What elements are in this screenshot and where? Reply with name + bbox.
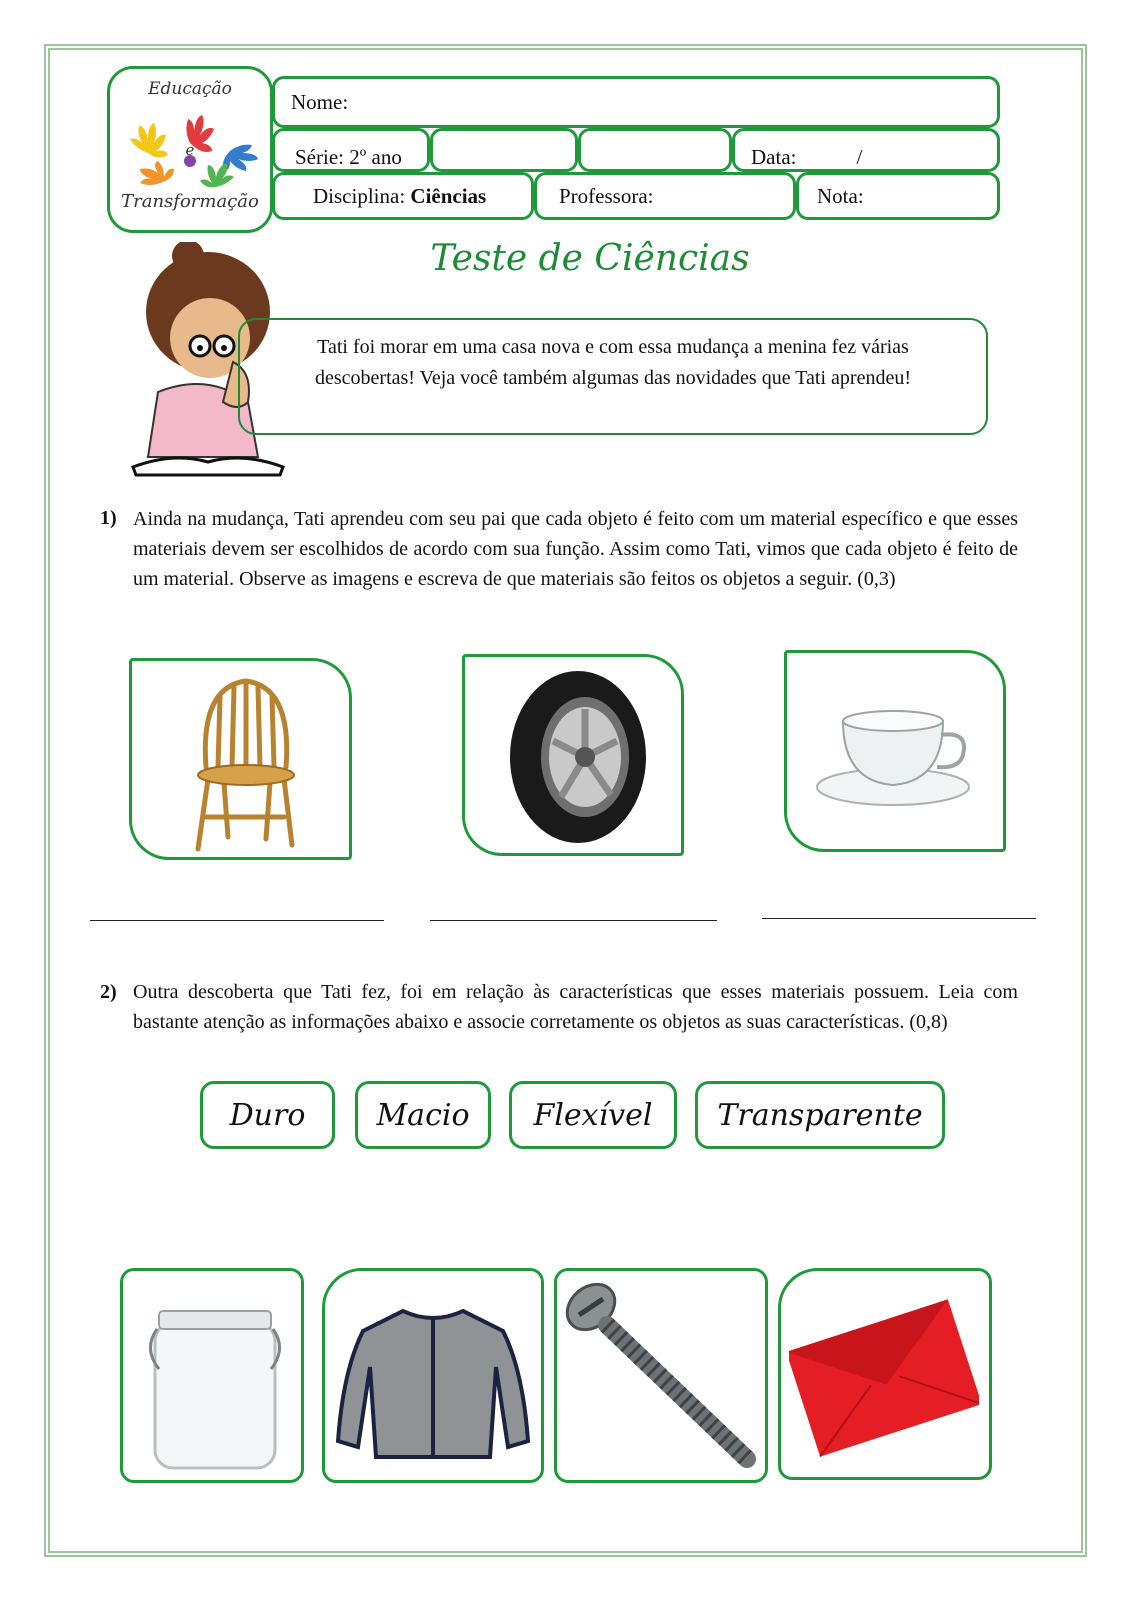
page-title: Teste de Ciências <box>430 238 750 279</box>
logo-line2: e <box>185 141 195 159</box>
professora-label: Professora: <box>559 183 654 208</box>
tag-macio-label: Macio <box>376 1097 470 1133</box>
answer-line-2[interactable] <box>430 920 717 921</box>
nota-label: Nota: <box>817 183 864 208</box>
screw-card <box>554 1268 768 1483</box>
tag-macio <box>355 1081 491 1149</box>
tag-transparente <box>695 1081 945 1149</box>
intro-box <box>238 318 988 435</box>
q1-number: 1) <box>100 507 117 529</box>
envelope-icon <box>789 1293 979 1463</box>
data-separator: / <box>856 144 863 169</box>
blank-field-2[interactable] <box>578 128 732 172</box>
data-field[interactable] <box>732 128 1000 172</box>
answer-line-1[interactable] <box>90 920 384 921</box>
disciplina-field[interactable] <box>272 172 534 220</box>
q1-text: Ainda na mudança, Tati aprendeu com seu pai que cada objeto é feito com um material específico e que esses materiais devem ser escolhidos de acordo com sua função. Assim como Tati, vimos que cada objeto é feito de um material. Observe as imagens e escreva de que materiais são feitos os objetos a seguir. (0,3) <box>133 508 1018 590</box>
glass-cup-icon <box>813 701 983 811</box>
serie-label: Série: 2º ano <box>295 144 402 169</box>
disciplina-value: Ciências <box>410 183 487 208</box>
logo-line3: Transformação <box>121 191 259 212</box>
tag-duro-label: Duro <box>229 1097 306 1133</box>
data-label: Data: <box>751 144 797 169</box>
intro-text: Tati foi morar em uma casa nova e com essa mudança a menina fez várias descobertas! Veja você também algumas das novidades que Tati aprendeu! <box>315 336 911 389</box>
tag-flexivel-label: Flexível <box>533 1097 653 1133</box>
tag-flexivel <box>509 1081 677 1149</box>
jacket-icon <box>333 1303 533 1463</box>
glass-jar-icon <box>145 1293 285 1473</box>
chair-icon <box>184 667 304 857</box>
blank-field-1[interactable] <box>430 128 578 172</box>
professora-field[interactable] <box>534 172 796 220</box>
answer-line-3[interactable] <box>762 918 1036 919</box>
serie-field[interactable] <box>272 128 430 172</box>
chair-card <box>129 658 352 860</box>
screw-icon <box>557 1271 767 1481</box>
disciplina-label: Disciplina: <box>313 183 411 208</box>
envelope-card <box>778 1268 992 1480</box>
q2-text: Outra descoberta que Tati fez, foi em relação às características que esses materiais possuem. Leia com bastante atenção as informações abaixo e associe corretamente os objetos as suas características. (0,8) <box>133 981 1018 1033</box>
jacket-card <box>322 1268 544 1483</box>
tag-transparente-label: Transparente <box>717 1097 923 1133</box>
nota-field[interactable] <box>796 172 1000 220</box>
tire-card <box>462 654 684 856</box>
q2-number: 2) <box>100 981 117 1003</box>
tag-duro <box>200 1081 335 1149</box>
school-logo <box>107 66 273 233</box>
nome-field[interactable] <box>272 76 1000 128</box>
nome-label: Nome: <box>291 89 349 114</box>
cup-card <box>784 650 1006 852</box>
jar-card <box>120 1268 304 1483</box>
logo-line1: Educação <box>148 79 232 99</box>
tire-icon <box>503 667 653 847</box>
